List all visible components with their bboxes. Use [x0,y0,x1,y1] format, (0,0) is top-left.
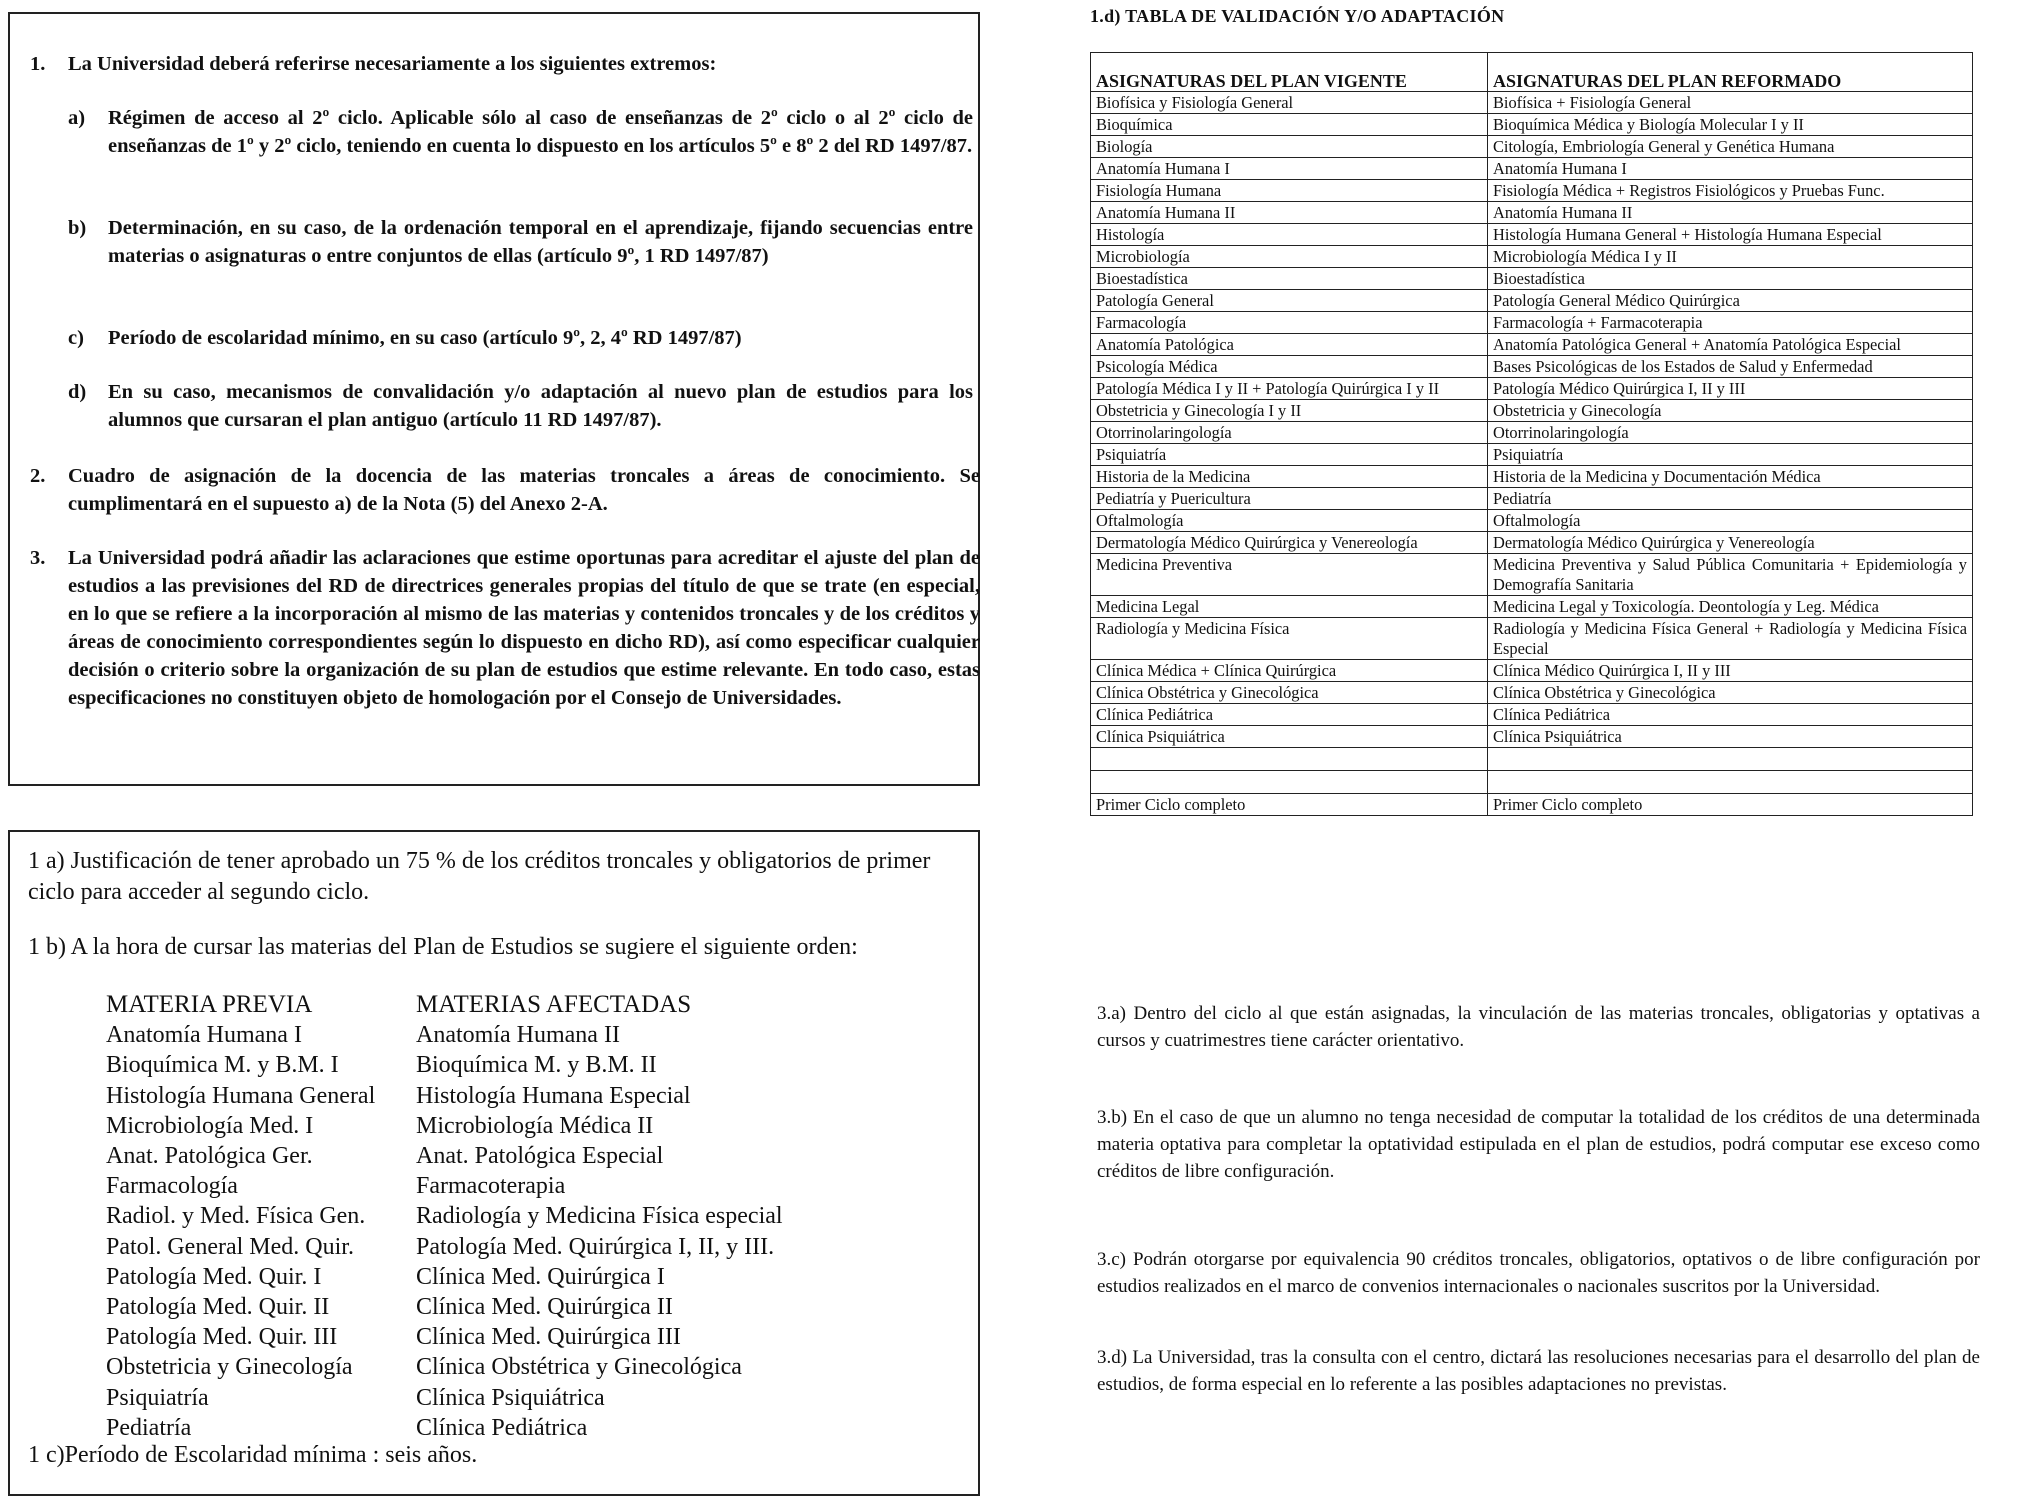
table-row [1091,794,1973,816]
plan-reformado-cell: Bases Psicológicas de los Estados de Salud y Enfermedad [1488,356,1973,378]
table-row [1091,92,1973,114]
item-3 [30,544,980,712]
table-row [1091,532,1973,554]
prev-cell: Patol. General Med. Quir. [106,1233,354,1260]
instructions-box [8,12,980,786]
prev-cell: Pediatría [106,1414,192,1441]
col-plan-vigente: ASIGNATURAS DEL PLAN VIGENTE [1091,53,1488,92]
table-row-empty [1091,748,1973,771]
affected-cell: Anat. Patológica Especial [416,1143,664,1170]
table-row [1091,444,1973,466]
table-row [1091,726,1973,748]
table-row [1091,466,1973,488]
table-row [106,1050,783,1080]
prev-cell: Anatomía Humana I [106,1022,302,1049]
col-materias-afectadas: MATERIAS AFECTADAS [416,991,692,1018]
plan-vigente-cell: Psiquiatría [1091,444,1488,466]
table-row [1091,554,1973,596]
prev-cell: Farmacología [106,1173,238,1200]
plan-vigente-cell: Obstetricia y Ginecología I y II [1091,400,1488,422]
table-row [1091,202,1973,224]
subitem-b [68,214,973,270]
paragraph-1c: 1 c)Período de Escolaridad mínima : seis años. [28,1442,478,1468]
plan-vigente-cell: Primer Ciclo completo [1091,794,1488,816]
table-row-empty [1091,771,1973,794]
table-row [1091,356,1973,378]
plan-vigente-cell: Histología [1091,224,1488,246]
note-3d: 3.d) La Universidad, tras la consulta con el centro, dictará las resoluciones necesarias para el desarrollo del plan de estudios, de forma especial en lo referente a las posibles adaptaciones no previstas. [1097,1347,1980,1395]
affected-cell: Clínica Med. Quirúrgica I [416,1263,665,1290]
plan-reformado-cell: Anatomía Humana I [1488,158,1973,180]
paragraph-1a: 1 a) Justificación de tener aprobado un 75 % de los créditos troncales y obligatorios de primer ciclo para acceder al segundo ciclo. [28,848,931,905]
plan-reformado-cell: Clínica Psiquiátrica [1488,726,1973,748]
subitem-c-label: c) [68,327,84,349]
subitem-c [68,324,973,352]
table-row [1091,334,1973,356]
table-row [106,1141,783,1171]
table-row [1091,246,1973,268]
plan-vigente-cell: Pediatría y Puericultura [1091,488,1488,510]
prev-cell: Patología Med. Quir. II [106,1294,330,1321]
prev-cell: Radiol. y Med. Física Gen. [106,1203,366,1230]
plan-reformado-cell [1488,748,1973,771]
note-3a: 3.a) Dentro del ciclo al que están asignadas, la vinculación de las materias troncales, obligatorias y optativas a cursos y cuatrimestres tiene carácter orientativo. [1097,1003,1980,1051]
plan-reformado-cell: Clínica Obstétrica y Ginecológica [1488,682,1973,704]
table-row [1091,136,1973,158]
subitem-d-text: En su caso, mecanismos de convalidación y/o adaptación al nuevo plan de estudios para los alumnos que cursaran el plan antiguo (artículo 11 RD 1497/87). [108,381,973,431]
plan-vigente-cell: Patología General [1091,290,1488,312]
table-row [106,1171,783,1201]
plan-reformado-cell: Farmacología + Farmacoterapia [1488,312,1973,334]
plan-reformado-cell: Historia de la Medicina y Documentación Médica [1488,466,1973,488]
plan-vigente-cell: Biofísica y Fisiología General [1091,92,1488,114]
plan-reformado-cell: Patología General Médico Quirúrgica [1488,290,1973,312]
prev-cell: Patología Med. Quir. III [106,1324,338,1351]
table-row [106,1383,783,1413]
table-row [1091,704,1973,726]
plan-vigente-cell: Fisiología Humana [1091,180,1488,202]
table-row [1091,180,1973,202]
plan-reformado-cell: Clínica Médico Quirúrgica I, II y III [1488,660,1973,682]
table-row [106,1020,783,1050]
plan-vigente-cell: Clínica Pediátrica [1091,704,1488,726]
study-order-table [106,990,783,1443]
subitem-a-text: Régimen de acceso al 2º ciclo. Aplicable sólo al caso de enseñanzas de 2º ciclo o al 2º ciclo de enseñanzas de 1º y 2º ciclo, teniendo en cuenta lo dispuesto en los artículos 5º e 8º 2 del RD 1497/87. [108,107,973,157]
plan-reformado-cell: Obstetricia y Ginecología [1488,400,1973,422]
table-row [1091,114,1973,136]
table-row [106,1292,783,1322]
plan-vigente-cell: Clínica Obstétrica y Ginecológica [1091,682,1488,704]
plan-reformado-cell: Anatomía Humana II [1488,202,1973,224]
subitem-b-label: b) [68,217,87,239]
affected-cell: Radiología y Medicina Física especial [416,1203,783,1230]
table-row [106,1081,783,1111]
affected-cell: Patología Med. Quirúrgica I, II, y III. [416,1233,775,1260]
plan-reformado-cell: Biofísica + Fisiología General [1488,92,1973,114]
plan-reformado-cell: Histología Humana General + Histología Humana Especial [1488,224,1973,246]
plan-vigente-cell: Bioestadística [1091,268,1488,290]
plan-vigente-cell: Microbiología [1091,246,1488,268]
plan-vigente-cell: Farmacología [1091,312,1488,334]
table-row [1091,158,1973,180]
table-row [106,1111,783,1141]
subitem-b-text: Determinación, en su caso, de la ordenación temporal en el aprendizaje, fijando secuencias entre materias o asignaturas o entre conjuntos de ellas (artículo 9º, 1 RD 1497/87) [108,217,973,267]
subitem-d-label: d) [68,381,87,403]
item-2-number: 2. [30,465,46,487]
plan-reformado-cell: Citología, Embriología General y Genética Humana [1488,136,1973,158]
table-row [1091,618,1973,660]
plan-reformado-cell: Bioquímica Médica y Biología Molecular I y II [1488,114,1973,136]
plan-reformado-cell: Psiquiatría [1488,444,1973,466]
plan-vigente-cell: Oftalmología [1091,510,1488,532]
plan-vigente-cell: Patología Médica I y II + Patología Quirúrgica I y II [1091,378,1488,400]
plan-vigente-cell: Anatomía Humana II [1091,202,1488,224]
plan-vigente-cell: Dermatología Médico Quirúrgica y Venereología [1091,532,1488,554]
table-row [106,1201,783,1231]
plan-vigente-cell: Bioquímica [1091,114,1488,136]
plan-reformado-cell: Clínica Pediátrica [1488,704,1973,726]
affected-cell: Clínica Med. Quirúrgica III [416,1324,681,1351]
table-row [1091,224,1973,246]
table-row [106,1262,783,1292]
affected-cell: Bioquímica M. y B.M. II [416,1052,657,1079]
table-row [1091,510,1973,532]
prev-cell: Psiquiatría [106,1384,209,1411]
table-row [1091,312,1973,334]
prev-cell: Histología Humana General [106,1082,376,1109]
plan-vigente-cell: Radiología y Medicina Física [1091,618,1488,660]
plan-reformado-cell: Dermatología Médico Quirúrgica y Venereología [1488,532,1973,554]
affected-cell: Farmacoterapia [416,1173,566,1200]
table-row [1091,290,1973,312]
table-row [106,1352,783,1382]
plan-vigente-cell: Clínica Médica + Clínica Quirúrgica [1091,660,1488,682]
subitem-c-text: Período de escolaridad mínimo, en su caso (artículo 9º, 2, 4º RD 1497/87) [108,327,742,349]
item-2 [30,462,980,518]
plan-reformado-cell: Fisiología Médica + Registros Fisiológicos y Pruebas Func. [1488,180,1973,202]
affected-cell: Clínica Pediátrica [416,1414,588,1441]
table-row [1091,400,1973,422]
table-row [1091,422,1973,444]
plan-reformado-cell: Patología Médico Quirúrgica I, II y III [1488,378,1973,400]
plan-vigente-cell: Biología [1091,136,1488,158]
plan-reformado-cell: Anatomía Patológica General + Anatomía Patológica Especial [1488,334,1973,356]
affected-cell: Microbiología Médica II [416,1112,654,1139]
plan-reformado-cell: Radiología y Medicina Física General + Radiología y Medicina Física Especial [1488,618,1973,660]
col-materia-previa: MATERIA PREVIA [106,991,313,1018]
item-1-number: 1. [30,53,46,75]
plan-vigente-cell: Anatomía Patológica [1091,334,1488,356]
col-plan-reformado: ASIGNATURAS DEL PLAN REFORMADO [1488,53,1973,92]
plan-vigente-cell: Historia de la Medicina [1091,466,1488,488]
affected-cell: Clínica Obstétrica y Ginecológica [416,1354,742,1381]
plan-vigente-cell [1091,771,1488,794]
subitem-a-label: a) [68,107,86,129]
prev-cell: Anat. Patológica Ger. [106,1143,313,1170]
note-3b: 3.b) En el caso de que un alumno no tenga necesidad de computar la totalidad de los créditos de una determinada materia optativa para completar la optatividad estipulada en el plan de estudios, podrá computar ese exceso como créditos de libre configuración. [1097,1107,1980,1182]
paragraph-1b: 1 b) A la hora de cursar las materias del Plan de Estudios se sugiere el siguiente orden: [28,934,858,960]
table-row [1091,268,1973,290]
item-3-text: La Universidad podrá añadir las aclaraciones que estime oportunas para acreditar el ajuste del plan de estudios a las previsiones del RD de directrices generales propias del título de que se trate (en especial, en lo que se refiere a la incorporación al mismo de las materias y contenidos troncales y de los créditos y áreas de conocimiento correspondientes según lo dispuesto en dicho RD), así como especificar cualquier decisión o criterio sobre la organización de su plan de estudios que estime relevante. En todo caso, estas especificaciones no constituyen objeto de homologación por el Consejo de Universidades. [68,547,980,709]
plan-reformado-cell: Medicina Legal y Toxicología. Deontología y Leg. Médica [1488,596,1973,618]
plan-reformado-cell: Primer Ciclo completo [1488,794,1973,816]
plan-vigente-cell [1091,748,1488,771]
plan-reformado-cell: Oftalmología [1488,510,1973,532]
item-2-text: Cuadro de asignación de la docencia de las materias troncales a áreas de conocimiento. Se cumplimentará en el supuesto a) de la Nota (5) del Anexo 2-A. [68,465,980,515]
plan-reformado-cell: Medicina Preventiva y Salud Pública Comunitaria + Epidemiología y Demografía Sanitaria [1488,554,1973,596]
table-row [1091,596,1973,618]
affected-cell: Clínica Psiquiátrica [416,1384,605,1411]
prev-cell: Obstetricia y Ginecología [106,1354,353,1381]
study-order-header [106,990,783,1020]
plan-reformado-cell: Otorrinolaringología [1488,422,1973,444]
plan-vigente-cell: Clínica Psiquiátrica [1091,726,1488,748]
item-1-text: La Universidad deberá referirse necesariamente a los siguientes extremos: [68,53,717,75]
table-row [1091,488,1973,510]
plan-vigente-cell: Medicina Legal [1091,596,1488,618]
table-row [106,1413,783,1443]
plan-vigente-cell: Otorrinolaringología [1091,422,1488,444]
table-row [106,1322,783,1352]
affected-cell: Histología Humana Especial [416,1082,691,1109]
table-row [1091,682,1973,704]
subitem-a [68,104,973,160]
validation-table [1090,52,1973,816]
table-row [1091,378,1973,400]
plan-reformado-cell: Microbiología Médica I y II [1488,246,1973,268]
affected-cell: Anatomía Humana II [416,1022,620,1049]
prev-cell: Bioquímica M. y B.M. I [106,1052,339,1079]
plan-vigente-cell: Medicina Preventiva [1091,554,1488,596]
study-order-box [8,830,980,1496]
affected-cell: Clínica Med. Quirúrgica II [416,1294,673,1321]
note-3c: 3.c) Podrán otorgarse por equivalencia 90 créditos troncales, obligatorios, optativos o de libre configuración por estudios realizados en el marco de convenios internacionales o nacionales suscritos por la Universidad. [1097,1249,1980,1297]
plan-reformado-cell: Pediatría [1488,488,1973,510]
plan-reformado-cell [1488,771,1973,794]
validation-table-title: 1.d) TABLA DE VALIDACIÓN Y/O ADAPTACIÓN [1090,6,1505,26]
plan-reformado-cell: Bioestadística [1488,268,1973,290]
item-3-number: 3. [30,547,46,569]
subitem-d [68,378,973,434]
plan-vigente-cell: Psicología Médica [1091,356,1488,378]
prev-cell: Microbiología Med. I [106,1112,314,1139]
plan-vigente-cell: Anatomía Humana I [1091,158,1488,180]
prev-cell: Patología Med. Quir. I [106,1263,322,1290]
table-row [1091,660,1973,682]
table-row [106,1232,783,1262]
item-1 [30,50,950,78]
validation-header [1091,53,1973,92]
